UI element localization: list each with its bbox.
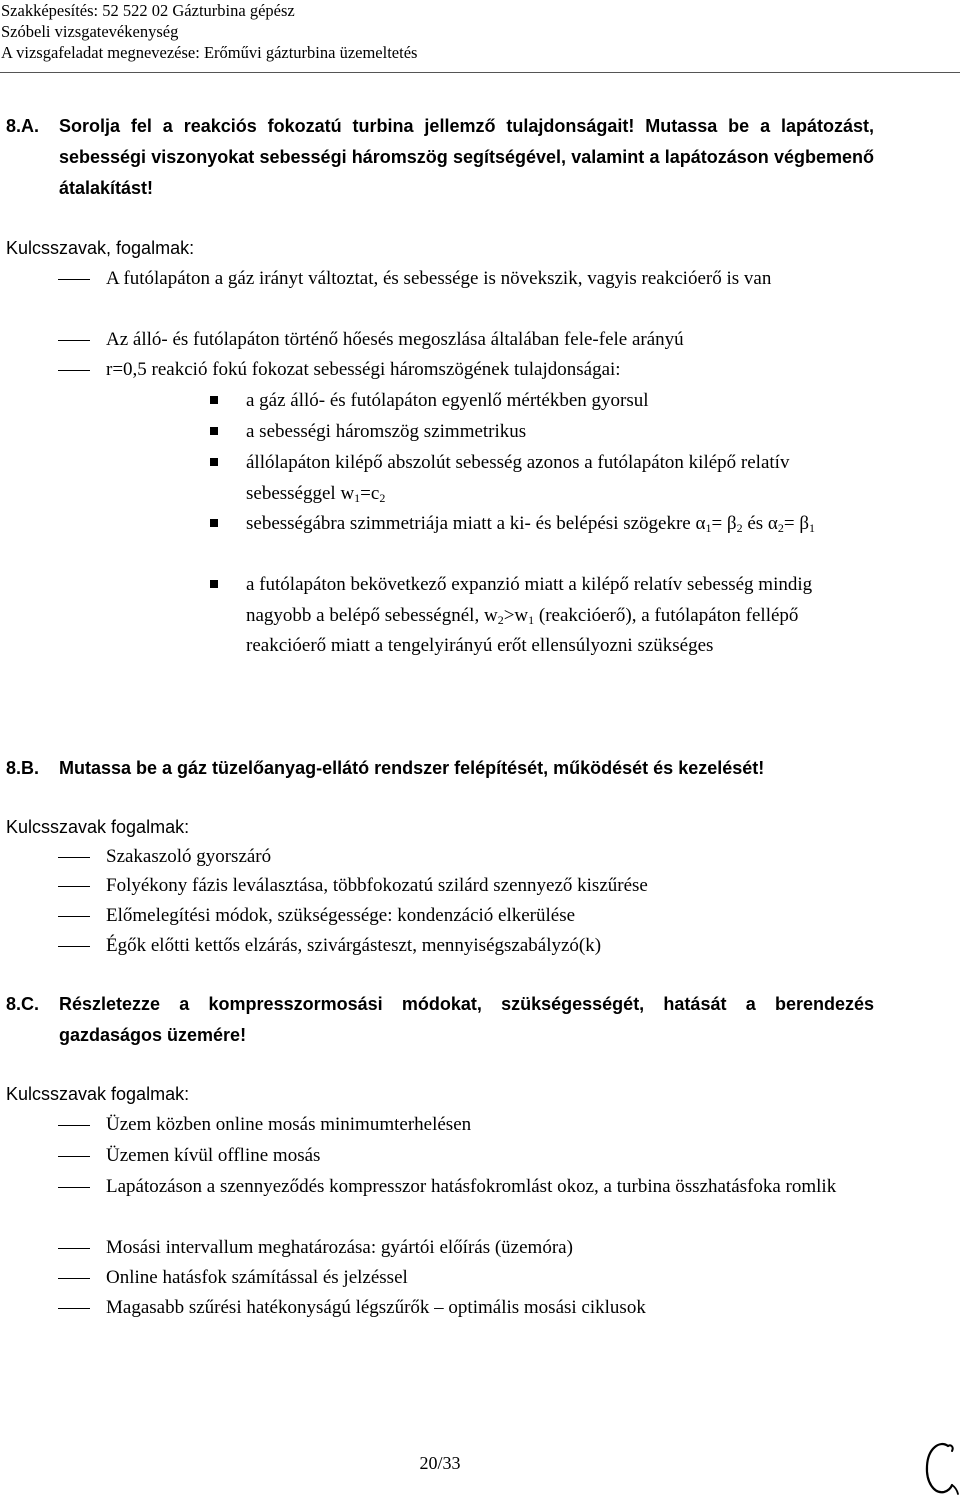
dash-bullet-icon	[58, 1248, 90, 1249]
page-header	[1, 0, 417, 63]
square-bullet-icon	[210, 427, 218, 435]
keywords-heading-8c: Kulcsszavak fogalmak:	[6, 1084, 190, 1104]
list-item: Online hatásfok számítással és jelzéssel	[58, 1263, 873, 1294]
header-task-name: A vizsgafeladat megnevezése: Erőművi gázturbina üzemeltetés	[1, 43, 418, 62]
dash-bullet-icon	[58, 886, 90, 887]
list-item: Előmelegítési módok, szükségessége: kondenzáció elkerülése	[58, 901, 873, 932]
handwritten-signature	[918, 1438, 960, 1500]
list-item: A futólapáton a gáz irányt változtat, és sebessége is növekszik, vagyis reakcióerő is van	[58, 264, 873, 295]
dash-bullet-icon	[58, 946, 90, 947]
sub-list-item: sebességábra szimmetriája miatt a ki- és belépési szögekre $\alpha_1= \beta_2$ és $\alpha_2= \beta_1$	[210, 509, 875, 540]
list-item: Üzemen kívül offline mosás	[58, 1141, 873, 1172]
question-8a	[6, 111, 874, 204]
dash-bullet-icon	[58, 279, 90, 280]
question-number: 8.B.	[6, 758, 40, 778]
sub-list-item: a futólapáton bekövetkező expanzió miatt a kilépő relatív sebesség mindig nagyobb a belépő sebességnél, $w_2>w_1$ (reakcióerő), a futólapáton fellépő reakcióerő miatt a tengelyirányú erőt ellensúlyozni szükséges	[210, 570, 875, 662]
header-qualification: Szakképesítés: 52 522 02 Gázturbina gépész	[1, 1, 295, 20]
question-text: Részletezze a kompresszormosási módokat, szükségességét, hatását a berendezés gazdaságos üzemére!	[59, 994, 874, 1045]
square-bullet-icon	[210, 396, 218, 404]
list-item: Lapátozáson a szennyeződés kompresszor hatásfokromlást okoz, a turbina összhatásfoka romlik	[58, 1172, 873, 1203]
sub-list-item: a sebességi háromszög szimmetrikus	[210, 417, 875, 448]
list-item: r=0,5 reakció fokú fokozat sebességi háromszögének tulajdonságai:	[58, 355, 873, 386]
question-8b	[6, 753, 874, 784]
sub-list-item: a gáz álló- és futólapáton egyenlő mértékben gyorsul	[210, 386, 875, 417]
list-item: Mosási intervallum meghatározása: gyártói előírás (üzemóra)	[58, 1233, 873, 1264]
keywords-heading-8a: Kulcsszavak, fogalmak:	[6, 238, 195, 258]
page-number: 20/33	[419, 1453, 461, 1473]
question-text: Sorolja fel a reakciós fokozatú turbina jellemző tulajdonságait! Mutassa be a lapátozást, sebességi viszonyokat sebességi háromszög segítségével, valamint a lapátozáson végbemenő átalakítást!	[59, 116, 874, 198]
square-bullet-icon	[210, 519, 218, 527]
list-item: Folyékony fázis leválasztása, többfokozatú szilárd szennyező kiszűrése	[58, 871, 873, 902]
list-item: Magasabb szűrési hatékonyságú légszűrők – optimális mosási ciklusok	[58, 1293, 873, 1324]
question-text: Mutassa be a gáz tüzelőanyag-ellátó rendszer felépítését, működését és kezelését!	[59, 758, 765, 778]
list-item: Égők előtti kettős elzárás, szivárgásteszt, mennyiségszabályzó(k)	[58, 931, 873, 962]
dash-bullet-icon	[58, 916, 90, 917]
list-item: Az álló- és futólapáton történő hőesés megoszlása általában fele-fele arányú	[58, 325, 873, 356]
question-8c	[6, 989, 874, 1051]
header-divider	[0, 72, 960, 73]
dash-bullet-icon	[58, 370, 90, 371]
square-bullet-icon	[210, 458, 218, 466]
dash-bullet-icon	[58, 340, 90, 341]
dash-bullet-icon	[58, 1278, 90, 1279]
keywords-heading-8b: Kulcsszavak fogalmak:	[6, 817, 190, 837]
list-item: Szakaszoló gyorszáró	[58, 842, 873, 873]
dash-bullet-icon	[58, 1187, 90, 1188]
dash-bullet-icon	[58, 1125, 90, 1126]
question-number: 8.C.	[6, 994, 40, 1014]
question-number: 8.A.	[6, 116, 40, 136]
dash-bullet-icon	[58, 1308, 90, 1309]
header-exam-type: Szóbeli vizsgatevékenység	[1, 22, 179, 41]
dash-bullet-icon	[58, 1156, 90, 1157]
sub-list-item: állólapáton kilépő abszolút sebesség azonos a futólapáton kilépő relatív sebességgel $w_1=c_2$	[210, 448, 875, 509]
square-bullet-icon	[210, 580, 218, 588]
dash-bullet-icon	[58, 857, 90, 858]
list-item: Üzem közben online mosás minimumterhelésen	[58, 1110, 873, 1141]
